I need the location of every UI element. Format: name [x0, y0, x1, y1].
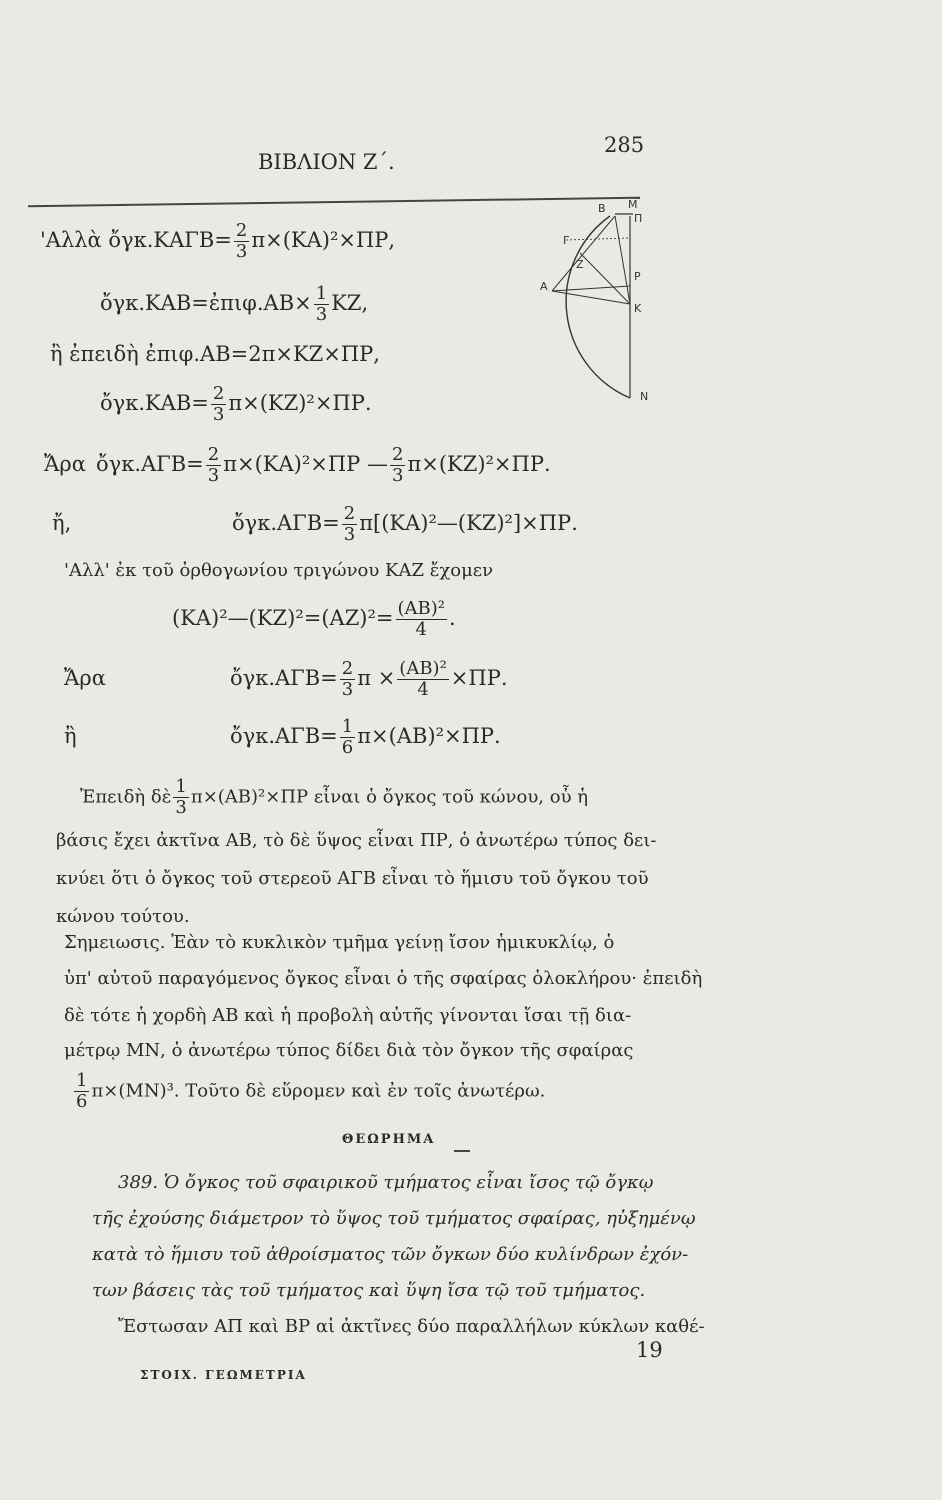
formula-4-rest: π×(ΚΖ)²×ΠΡ.	[228, 391, 372, 415]
fraction: $\frac{\text{(ΑΒ)²}}{4}$	[397, 598, 445, 640]
formula-1-prefix: 'Αλλὰ ὄγκ.ΚΑΓΒ=	[40, 228, 232, 252]
fraction: $\frac{2}{3}$	[212, 383, 225, 425]
running-title: ΒΙΒΛΙΟΝ Ζ΄.	[258, 150, 395, 174]
formula-10-prefix: ὄγκ.ΑΓΒ=	[230, 724, 338, 748]
paragraph-1-line-2: βάσις ἔχει ἀκτῖνα ΑΒ, τὸ δὲ ὕψος εἶναι ΠΡ, ὁ ἀνωτέρω τύπος δει-	[56, 830, 657, 851]
formula-2	[100, 285, 368, 324]
figure-label-z: Ζ	[576, 258, 584, 271]
formula-9-rest: ×ΠΡ.	[450, 666, 508, 690]
proj-line	[552, 286, 630, 291]
figure-label-r: Ρ	[634, 270, 641, 283]
paragraph-1-line-1: Ἐπειδὴ δὲ $\frac{1}{3}$ π×(ΑΒ)²×ΠΡ εἶναι ὁ ὄγκος τοῦ κώνου, οὗ ἡ	[80, 776, 589, 818]
figure-label-k: Κ	[634, 302, 642, 315]
fraction: $\frac{1}{3}$	[315, 283, 328, 325]
formula-9	[64, 660, 508, 699]
formula-4-prefix: ὄγκ.ΚΑΒ=	[100, 391, 209, 415]
formula-6-lead: ἤ,	[52, 511, 72, 535]
signature-number: 19	[636, 1338, 663, 1362]
fraction: $\frac{2}{3}$	[343, 503, 356, 545]
formula-2-rest: ΚΖ,	[331, 291, 369, 315]
formula-9-prefix: ὄγκ.ΑΓΒ=	[230, 666, 338, 690]
formula-10-rest: π×(ΑΒ)²×ΠΡ.	[357, 724, 501, 748]
formula-4	[100, 385, 372, 424]
fraction: $\frac{1}{6}$	[76, 1070, 88, 1112]
figure-label-a: Α	[540, 280, 548, 293]
formula-5	[44, 446, 551, 485]
fraction: $\frac{\text{(ΑΒ)²}}{4}$	[399, 658, 447, 700]
dashed-line	[566, 238, 630, 240]
theorem-line-3: κατὰ τὸ ἥμισυ τοῦ ἀθροίσματος τῶν ὄγκων δύο κυλίνδρων ἐχόν-	[92, 1244, 689, 1265]
fraction: $\frac{2}{3}$	[235, 220, 248, 262]
page-number: 285	[604, 133, 645, 157]
figure-label-m: Μ	[628, 198, 638, 211]
formula-6-prefix: ὄγκ.ΑΓΒ=	[232, 511, 340, 535]
formula-5-rest: π×(ΚΖ)²×ΠΡ.	[407, 452, 551, 476]
geometry-figure	[530, 198, 670, 408]
radius-line	[552, 291, 630, 304]
formula-1	[40, 222, 395, 261]
fraction: $\frac{1}{6}$	[341, 716, 354, 758]
note-line-4: μέτρῳ ΜΝ, ὁ ἀνωτέρω τύπος δίδει διὰ τὸν ὄγκον τῆς σφαίρας	[64, 1040, 634, 1061]
formula-1-rest: π×(ΚΑ)²×ΠΡ,	[251, 228, 396, 252]
formula-5-lead: Ἄρα	[44, 452, 86, 476]
fraction: $\frac{1}{3}$	[175, 776, 187, 818]
formula-5-mid: π×(ΚΑ)²×ΠΡ —	[223, 452, 388, 476]
theorem-line-4: των βάσεις τὰς τοῦ τμήματος καὶ ὕψη ἴσα τῷ τοῦ τμήματος.	[92, 1280, 646, 1301]
arc-line	[566, 216, 630, 398]
formula-8-prefix: (ΚΑ)²—(ΚΖ)²=(ΑΖ)²=	[172, 606, 394, 630]
fraction: $\frac{2}{3}$	[207, 444, 220, 486]
formula-8	[172, 600, 456, 639]
figure-label-g: Γ	[563, 234, 570, 247]
fraction: $\frac{2}{3}$	[392, 444, 404, 486]
book-title-footer: ΣΤΟΙΧ. ΓΕΩΜΕΤΡΙΑ	[140, 1368, 307, 1382]
note-line-5: $\frac{1}{6}$ π×(ΜΝ)³. Τοῦτο δὲ εὕρομεν καὶ ἐν τοῖς ἀνωτέρω.	[76, 1070, 546, 1112]
fraction: $\frac{2}{3}$	[341, 658, 354, 700]
figure-label-n: Ν	[640, 390, 649, 403]
note-line-2: ὑπ' αὐτοῦ παραγόμενος ὄγκος εἶναι ὁ τῆς σφαίρας ὁλοκλήρου· ἐπειδὴ	[64, 968, 703, 989]
note-line-1: Σημειωσις. Ἐὰν τὸ κυκλικὸν τμῆμα γείνῃ ἴσον ἡμικυκλίῳ, ὁ	[64, 932, 615, 953]
paragraph-1-line-3: κνύει ὅτι ὁ ὄγκος τοῦ στερεοῦ ΑΓΒ εἶναι τὸ ἥμισυ τοῦ ὄγκου τοῦ	[56, 868, 649, 889]
theorem-line-5: Ἔστωσαν ΑΠ καὶ ΒΡ αἱ ἀκτῖνες δύο παραλλήλων κύκλων καθέ-	[118, 1316, 705, 1337]
formula-10-lead: ἢ	[64, 724, 77, 748]
formula-6	[52, 505, 578, 544]
heading-dash	[454, 1150, 470, 1152]
figure-label-p: Π	[634, 212, 643, 225]
formula-7: 'Αλλ' ἐκ τοῦ ὀρθογωνίου τριγώνου ΚΑΖ ἔχομεν	[64, 560, 494, 581]
paragraph-1-line-4: κώνου τούτου.	[56, 906, 190, 927]
formula-9-mid: π ×	[357, 666, 396, 690]
note-line-3: δὲ τότε ἡ χορδὴ ΑΒ καὶ ἡ προβολὴ αὐτῆς γίνονται ἴσαι τῇ δια-	[64, 1005, 632, 1026]
formula-3: ἢ ἐπειδὴ ἐπιφ.ΑΒ=2π×ΚΖ×ΠΡ,	[50, 342, 380, 366]
figure-label-b: Β	[598, 202, 606, 215]
formula-5-prefix: ὄγκ.ΑΓΒ=	[96, 452, 204, 476]
formula-6-rest: π[(ΚΑ)²—(ΚΖ)²]×ΠΡ.	[359, 511, 578, 535]
theorem-line-1: 389. Ὁ ὄγκος τοῦ σφαιρικοῦ τμήματος εἶναι ἴσος τῷ ὄγκῳ	[118, 1172, 654, 1193]
formula-10	[64, 718, 501, 757]
formula-2-prefix: ὄγκ.ΚΑΒ=ἐπιφ.ΑΒ×	[100, 291, 312, 315]
formula-9-lead: Ἄρα	[64, 666, 106, 690]
theorem-heading: ΘΕΩΡΗΜΑ	[342, 1132, 436, 1147]
theorem-line-2: τῆς ἐχούσης διάμετρον τὸ ὕψος τοῦ τμήματος σφαίρας, ηὐξημένῳ	[92, 1208, 696, 1229]
formula-8-rest: .	[449, 606, 456, 630]
